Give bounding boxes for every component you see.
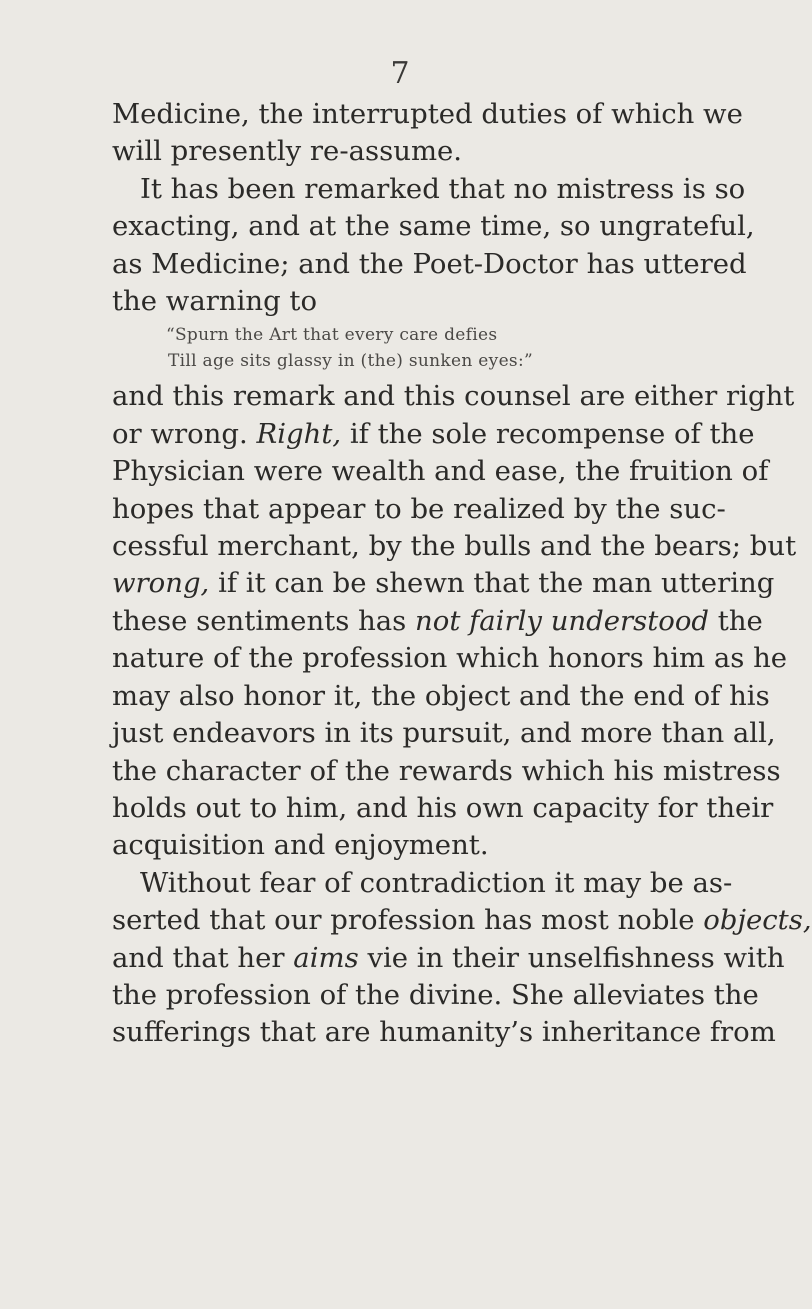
text-line: Physician were wealth and ease, the fruition of xyxy=(112,455,769,488)
page-number: 7 xyxy=(390,56,410,91)
text-line: or wrong. Right, if the sole recompense of the xyxy=(112,417,755,450)
paragraph xyxy=(112,171,755,321)
text-line: nature of the profession which honors him as he xyxy=(112,642,788,675)
text-line: these sentiments has not fairly understood the xyxy=(112,604,763,637)
text-line: cessful merchant, by the bulls and the bears; but xyxy=(112,530,797,563)
emphasis: objects, xyxy=(703,904,812,937)
text-line: the character of the rewards which his mistress xyxy=(112,754,781,787)
emphasis: wrong, xyxy=(112,567,210,600)
text-line: will presently re-assume. xyxy=(112,135,463,168)
quote-line: Till age sits glassy in (the) sunken eyes:” xyxy=(168,351,533,372)
text-line: Without fear of contradiction it may be as- xyxy=(140,866,733,899)
text-line: the warning to xyxy=(112,285,318,318)
text-line: sufferings that are humanity’s inheritance from xyxy=(112,1016,776,1049)
text-line: and this remark and this counsel are either right xyxy=(112,380,795,413)
text-line: and that her aims vie in their unselfishness with xyxy=(112,941,785,974)
paragraph xyxy=(112,865,812,1052)
text-line: It has been remarked that no mistress is so xyxy=(140,172,746,205)
text-line: wrong, if it can be shewn that the man uttering xyxy=(112,567,775,600)
text-line: holds out to him, and his own capacity for their xyxy=(112,791,774,824)
text-line: acquisition and enjoyment. xyxy=(112,829,489,862)
text-line: the profession of the divine. She alleviates the xyxy=(112,978,759,1011)
text-line: just endeavors in its pursuit, and more than all, xyxy=(112,717,776,750)
text-line: may also honor it, the object and the end of his xyxy=(112,679,770,712)
body-text xyxy=(112,96,812,1052)
quote-line: “Spurn the Art that every care defies xyxy=(166,325,498,346)
text-line: as Medicine; and the Poet-Doctor has uttered xyxy=(112,247,747,280)
emphasis: aims xyxy=(293,941,359,974)
text-line: Medicine, the interrupted duties of which we xyxy=(112,98,743,130)
emphasis: Right, xyxy=(256,417,342,450)
text-line: hopes that appear to be realized by the suc- xyxy=(112,492,726,525)
text-line: exacting, and at the same time, so ungrateful, xyxy=(112,210,755,243)
paragraph xyxy=(112,378,797,864)
text-line: serted that our profession has most noble objects, xyxy=(112,904,812,937)
emphasis: not fairly understood xyxy=(415,604,710,637)
verse-quote xyxy=(112,322,702,374)
paragraph xyxy=(112,96,743,171)
